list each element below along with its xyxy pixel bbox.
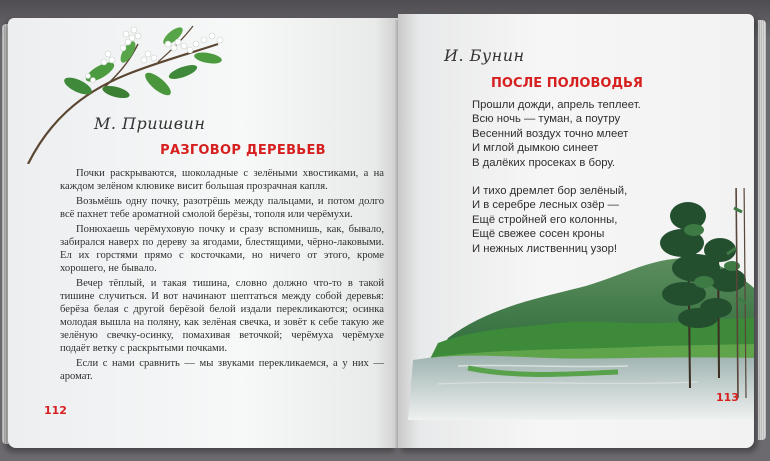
paragraph: Понюхаешь черёмуховую почку и сразу вспомнишь, как, бывало, забирался наверх по дереву за ягодами, блестящими, чёрно-лаковыми. Ел их горстями прямо с косточками, но ничего от этого, кроме хорошего, не бывало. (60, 224, 384, 274)
page-number-left: 112 (44, 404, 67, 417)
spring-flood-landscape-illustration (398, 188, 754, 448)
poem-line: И в серебре лесных озёр — (472, 199, 619, 212)
poem-line: Ещё свежее сосен кроны (472, 228, 605, 241)
paragraph: Почки раскрываются, шоколадные с зелёными хвостиками, а на каждом зелёном клювике висит большая прозрачная капля. (60, 168, 384, 192)
story-title: РАЗГОВОР ДЕРЕВЬЕВ (160, 143, 326, 158)
poem-line: И тихо дремлет бор зелёный, (472, 185, 628, 198)
paragraph: Если с нами сравнить — мы звуками перекликаемся, а у них — аромат. (60, 358, 384, 382)
author-name: М. Пришвин (94, 114, 206, 133)
poem-line: Ещё стройней его колонны, (472, 213, 618, 226)
poem-line: И нежных лиственниц узор! (472, 242, 618, 255)
paragraph: Вечер тёплый, и такая тишина, словно должно что-то в такой тишине случиться. И вот начинают шептаться между собой деревья: берёза белая с другой берёзой белой издали перекликаются; осинка молодая вышла на поляну, как зелёная свечка, и зовёт к себе такую же зелёную свечку-осинку, помахивая веточкой; черёмуха черёмухе подаёт ветку с раскрытыми почками. (60, 278, 384, 354)
right-page-edges (758, 20, 766, 440)
bird-cherry-branch-illustration (8, 14, 258, 164)
stanza-gap (472, 170, 722, 184)
poem-line: И мглой дымкою синеет (472, 142, 599, 155)
story-text (60, 167, 384, 385)
right-page (398, 14, 754, 448)
left-page (8, 18, 398, 448)
poet-name: И. Бунин (444, 46, 525, 65)
open-book (8, 14, 760, 454)
poem-title: ПОСЛЕ ПОЛОВОДЬЯ (491, 76, 643, 91)
poem-line: В далёких просеках в бору. (472, 156, 616, 169)
paragraph: Возьмёшь одну почку, разотрёшь между пальцами, и потом долго всё пахнет тебе ароматной смолой берёзы, тополя или черёмухи. (60, 196, 384, 220)
poem-line: Прошли дожди, апрель теплеет. (472, 99, 641, 111)
poem-line: Весенний воздух точно млеет (472, 127, 629, 140)
page-number-right: 113 (716, 391, 739, 404)
poem-line: Всю ночь — туман, а поутру (472, 113, 621, 126)
